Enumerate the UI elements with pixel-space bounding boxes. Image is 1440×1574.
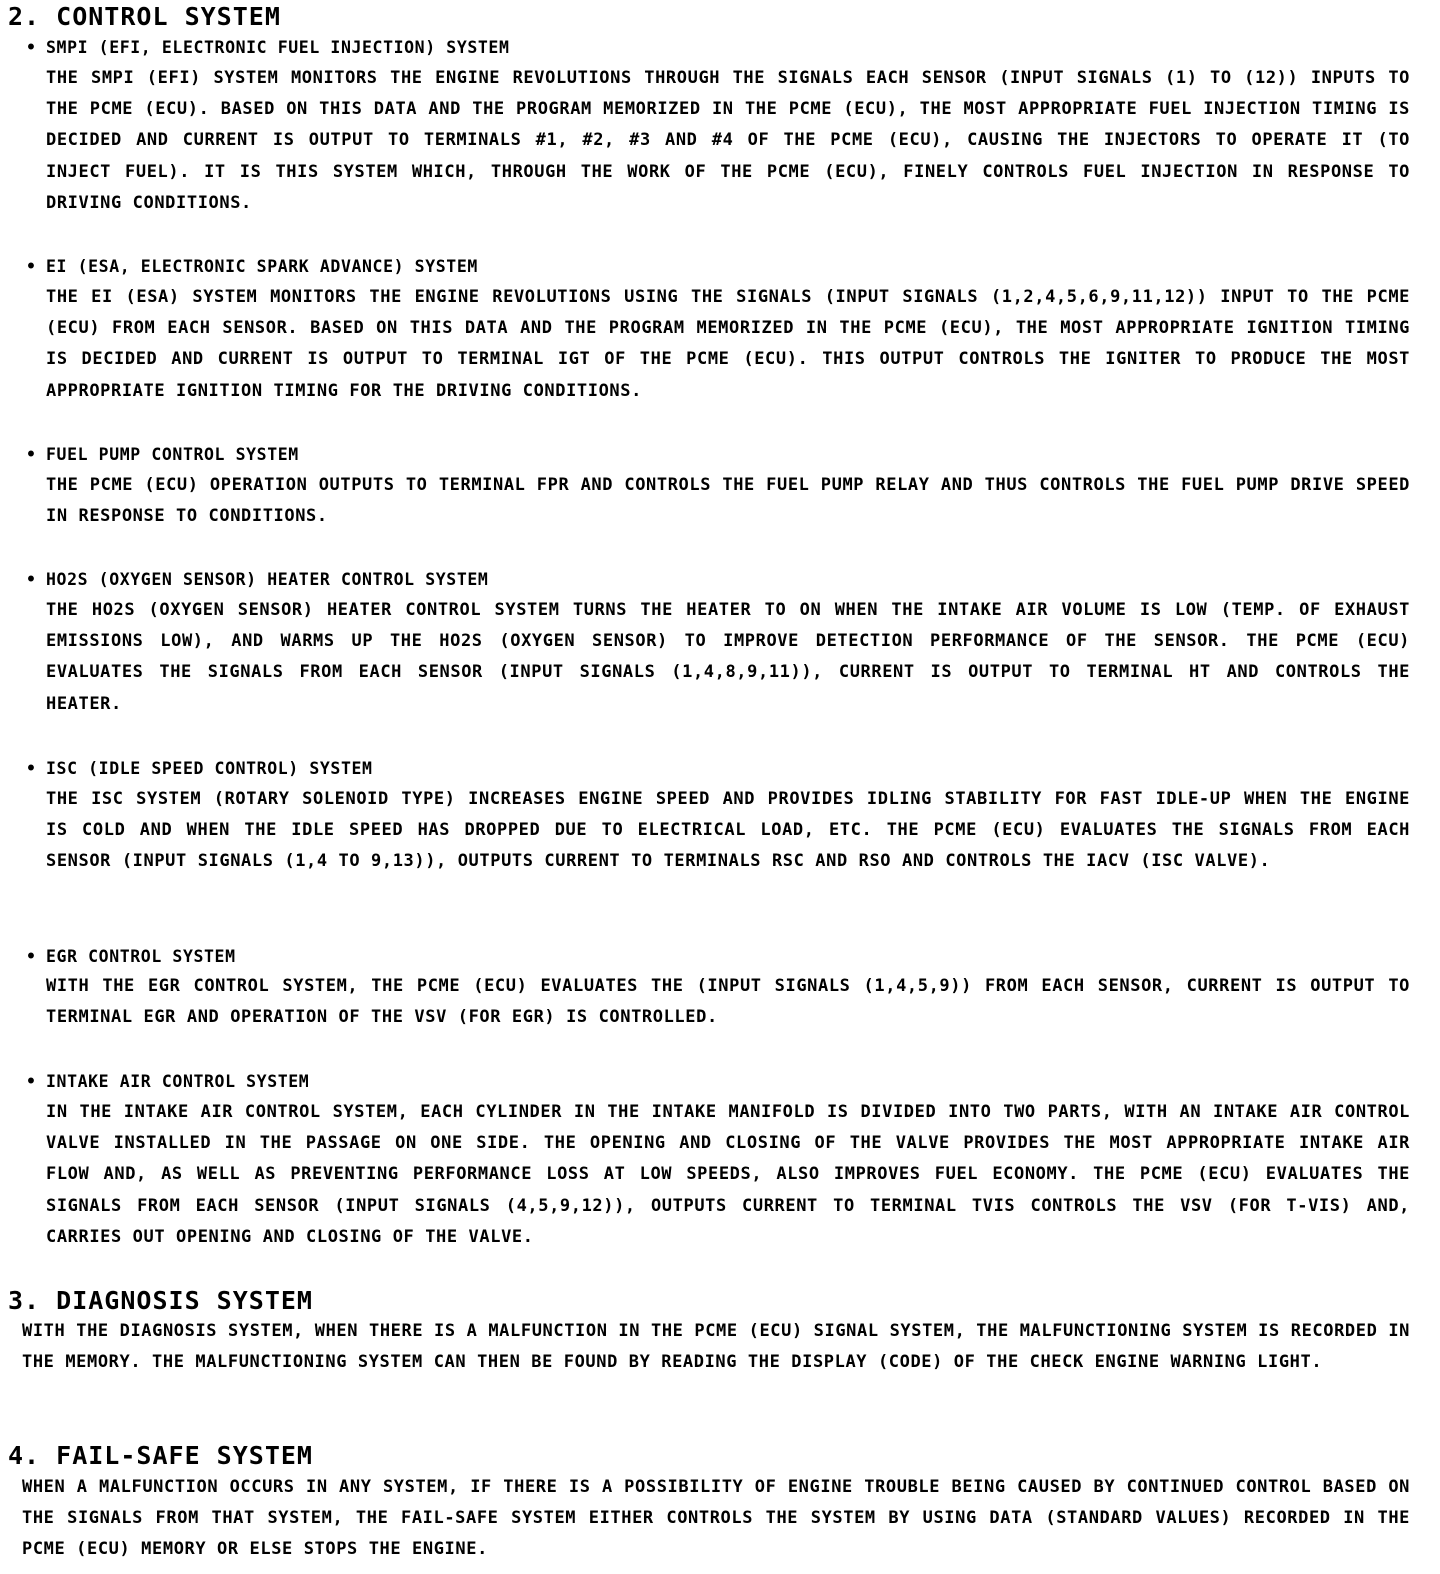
bullet-icon: • <box>26 947 37 966</box>
bullet-icon: • <box>26 257 37 276</box>
paragraph-diagnosis: WITH THE DIAGNOSIS SYSTEM, WHEN THERE IS A MALFUNCTION IN THE PCME (ECU) SIGNAL SYSTEM, THE MALFUNCTIONING SYSTEM IS RECORDED IN THE MEMORY. THE MALFUNCTIONING SYSTEM CAN THEN BE FOUND BY READING THE DISPLAY (CODE) OF THE CHECK ENGINE WARNING LIGHT. <box>22 1321 1410 1373</box>
terminal-label: TERMINAL EGR <box>46 1007 177 1028</box>
terminal-label: RSO <box>858 851 892 872</box>
terminal-label: TERMINAL IGT <box>457 349 591 370</box>
paragraph-egr: WITH THE EGR CONTROL SYSTEM, THE PCME (ECU) EVALUATES THE (INPUT SIGNALS (1,4,5,9)) FROM EACH SENSOR, CURRENT IS OUTPUT TO TERMINAL EGR AND OPERATION OF THE VSV (FOR EGR) IS CONTROLLED. <box>46 976 1410 1028</box>
section-2-heading: 2. CONTROL SYSTEM <box>8 2 281 31</box>
bullet-icon: • <box>26 570 37 589</box>
paragraph-ho2s: THE HO2S (OXYGEN SENSOR) HEATER CONTROL SYSTEM TURNS THE HEATER TO ON WHEN THE INTAKE AIR VOLUME IS LOW (TEMP. OF EXHAUST EMISSIONS LOW), AND WARMS UP THE HO2S (OXYGEN SENSOR) TO IMPROVE DETECTION PERFORMANCE OF THE SENSOR. THE PCME (ECU) EVALUATES THE SIGNALS FROM EACH SENSOR (INPUT SIGNALS (1,4,8,9,11)), CURRENT IS OUTPUT TO TERMINAL HT AND CONTROLS THE HEATER. <box>46 600 1410 714</box>
terminal-label: #4 <box>711 130 734 151</box>
paragraph-intake-air: IN THE INTAKE AIR CONTROL SYSTEM, EACH CYLINDER IN THE INTAKE MANIFOLD IS DIVIDED INTO TWO PARTS, WITH AN INTAKE AIR CONTROL VALVE INSTALLED IN THE PASSAGE ON ONE SIDE. THE OPENING AND CLOSING OF THE VALVE PROVIDES THE MOST APPROPRIATE INTAKE AIR FLOW AND, AS WELL AS PREVENTING PERFORMANCE LOSS AT LOW SPEEDS, ALSO IMPROVES FUEL ECONOMY. THE PCME (ECU) EVALUATES THE SIGNALS FROM EACH SENSOR (INPUT SIGNALS (4,5,9,12)), OUTPUTS CURRENT TO TERMINAL TVIS CONTROLS THE VSV (FOR T-VIS) AND, CARRIES OUT OPENING AND CLOSING OF THE VALVE. <box>46 1102 1410 1247</box>
terminal-label: TERMINAL FPR <box>438 475 570 495</box>
subsection-title-ho2s: • HO2S (OXYGEN SENSOR) HEATER CONTROL SYSTEM <box>26 570 489 589</box>
bullet-icon: • <box>26 759 37 778</box>
bullet-icon: • <box>26 445 37 464</box>
paragraph-fail-safe: WHEN A MALFUNCTION OCCURS IN ANY SYSTEM, IF THERE IS A POSSIBILITY OF ENGINE TROUBLE BEING CAUSED BY CONTINUED CONTROL BASED ON THE SIGNALS FROM THAT SYSTEM, THE FAIL-SAFE SYSTEM EITHER CONTROLS THE SYSTEM BY USING DATA (STANDARD VALUES) RECORDED IN THE PCME (ECU) MEMORY OR ELSE STOPS THE ENGINE. <box>22 1477 1410 1560</box>
subsection-title-egr: • EGR CONTROL SYSTEM <box>26 947 236 966</box>
bullet-icon: • <box>26 1072 37 1091</box>
subsection-title-fuel-pump: • FUEL PUMP CONTROL SYSTEM <box>26 445 299 464</box>
terminal-label: TERMINAL HT <box>1086 662 1211 683</box>
paragraph-ei: THE EI (ESA) SYSTEM MONITORS THE ENGINE REVOLUTIONS USING THE SIGNALS (INPUT SIGNALS (1,2,4,5,6,9,11,12)) INPUT TO THE PCME (ECU) FROM EACH SENSOR. BASED ON THIS DATA AND THE PROGRAM MEMORIZED IN THE PCME (ECU), THE MOST APPROPRIATE IGNITION TIMING IS DECIDED AND CURRENT IS OUTPUT TO TERMINAL IGT OF THE PCME (ECU). THIS OUTPUT CONTROLS THE IGNITER TO PRODUCE THE MOST APPROPRIATE IGNITION TIMING FOR THE DRIVING CONDITIONS. <box>46 287 1410 401</box>
terminal-label: TERMINALS #1, #2, #3 <box>423 130 651 151</box>
subsection-title-isc: • ISC (IDLE SPEED CONTROL) SYSTEM <box>26 759 373 778</box>
subsection-title-smpi: • SMPI (EFI, ELECTRONIC FUEL INJECTION) SYSTEM <box>26 38 510 57</box>
subsection-title-ei: • EI (ESA, ELECTRONIC SPARK ADVANCE) SYSTEM <box>26 257 478 276</box>
paragraph-isc: THE ISC SYSTEM (ROTARY SOLENOID TYPE) INCREASES ENGINE SPEED AND PROVIDES IDLING STABILITY FOR FAST IDLE-UP WHEN THE ENGINE IS COLD AND WHEN THE IDLE SPEED HAS DROPPED DUE TO ELECTRICAL LOAD, ETC. THE PCME (ECU) EVALUATES THE SIGNALS FROM EACH SENSOR (INPUT SIGNALS (1,4 TO 9,13)), OUTPUTS CURRENT TO TERMINALS RSC AND RSO AND CONTROLS THE IACV (ISC VALVE). <box>46 789 1410 872</box>
paragraph-fuel-pump: THE PCME (ECU) OPERATION OUTPUTS TO TERMINAL FPR AND CONTROLS THE FUEL PUMP RELAY AND THUS CONTROLS THE FUEL PUMP DRIVE SPEED IN RESPONSE TO CONDITIONS. <box>46 475 1410 527</box>
section-3-heading: 3. DIAGNOSIS SYSTEM <box>8 1286 313 1315</box>
subsection-title-intake-air: • INTAKE AIR CONTROL SYSTEM <box>26 1072 310 1091</box>
terminal-label: TERMINALS RSC <box>663 851 805 872</box>
terminal-label: TERMINAL TVIS <box>870 1195 1016 1216</box>
bullet-icon: • <box>26 38 37 57</box>
section-4-heading: 4. FAIL-SAFE SYSTEM <box>8 1441 313 1470</box>
paragraph-smpi: THE SMPI (EFI) SYSTEM MONITORS THE ENGINE REVOLUTIONS THROUGH THE SIGNALS EACH SENSOR (INPUT SIGNALS (1) TO (12)) INPUTS TO THE PCME (ECU). BASED ON THIS DATA AND THE PROGRAM MEMORIZED IN THE PCME (ECU), THE MOST APPROPRIATE FUEL INJECTION TIMING IS DECIDED AND CURRENT IS OUTPUT TO TERMINALS #1, #2, #3 AND #4 OF THE PCME (ECU), CAUSING THE INJECTORS TO OPERATE IT (TO INJECT FUEL). IT IS THIS SYSTEM WHICH, THROUGH THE WORK OF THE PCME (ECU), FINELY CONTROLS FUEL INJECTION IN RESPONSE TO DRIVING CONDITIONS. <box>46 68 1410 213</box>
